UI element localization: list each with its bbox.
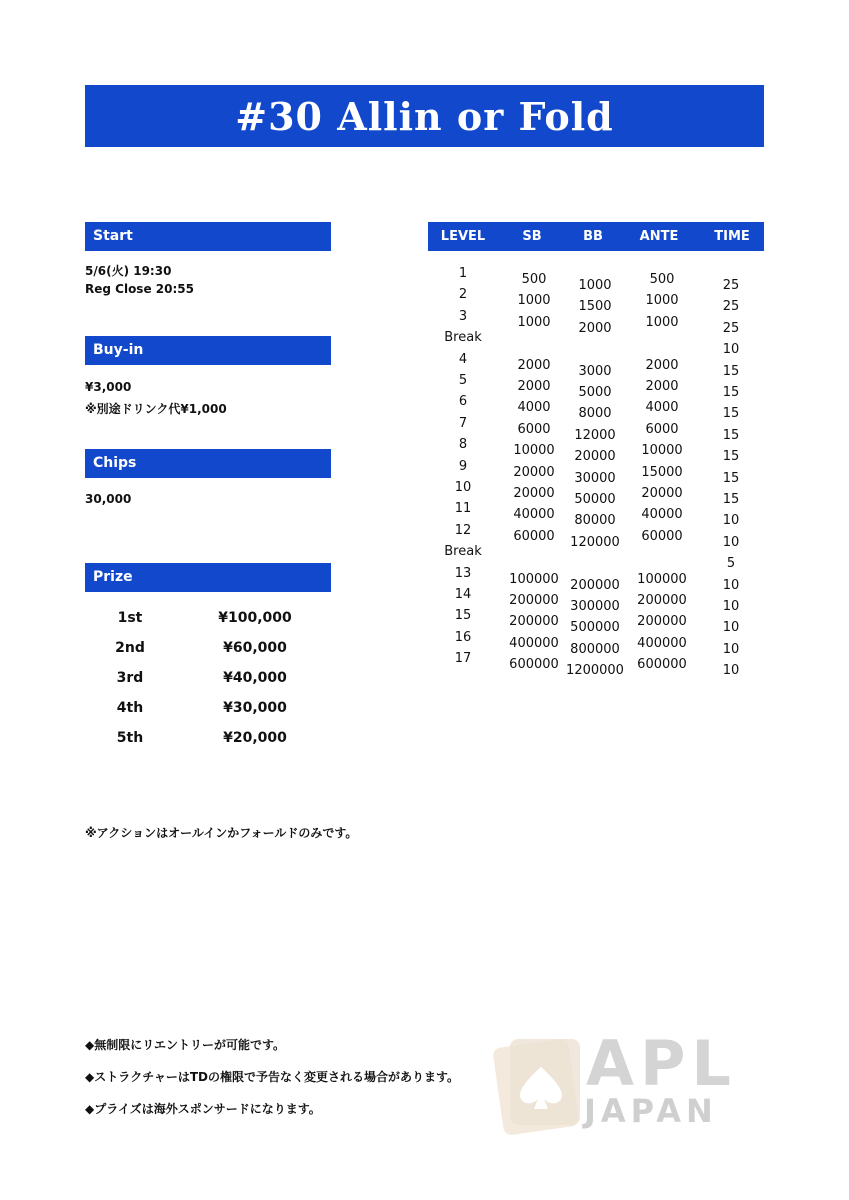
- cell-sb: 40000: [513, 507, 555, 523]
- cell-bb: 80000: [574, 513, 616, 529]
- cell-time: 25: [722, 299, 740, 315]
- logo-japan-text: JAPAN: [584, 1092, 718, 1130]
- cell-time: 15: [722, 492, 740, 507]
- cell-ante: 1000: [645, 314, 679, 330]
- cell-sb: 400000: [509, 635, 559, 651]
- note-reentry: ◆無制限にリエントリーが可能です。: [85, 1038, 286, 1052]
- logo-apl-text: APL: [586, 1027, 737, 1100]
- cell-ante: 1000: [645, 293, 679, 309]
- apl-japan-logo: [498, 1027, 748, 1135]
- cell-level: Break: [444, 544, 482, 560]
- cell-bb: 5000: [578, 385, 612, 400]
- cell-ante: 400000: [637, 635, 687, 651]
- header-time: TIME: [714, 229, 750, 244]
- cell-time: 15: [722, 427, 740, 443]
- prize-row: [100, 640, 300, 660]
- cell-bb: 300000: [570, 599, 620, 614]
- cell-level: 7: [458, 415, 468, 431]
- cell-bb: 500000: [570, 620, 620, 636]
- prize-amount: ¥40,000: [223, 670, 287, 686]
- cell-level: 10: [454, 480, 472, 495]
- cell-bb: 200000: [570, 577, 620, 593]
- cell-time: 15: [722, 449, 740, 465]
- buyin-header: Buy-in: [85, 336, 331, 365]
- prize-row: [100, 610, 300, 630]
- cell-ante: 60000: [641, 528, 683, 544]
- note-structure: ◆ストラクチャーはTDの権限で予告なく変更される場合があります。: [85, 1070, 460, 1084]
- cell-time: 10: [722, 534, 740, 550]
- cell-ante: 200000: [637, 614, 687, 630]
- cell-bb: 120000: [570, 534, 620, 550]
- prize-place: 4th: [116, 700, 144, 716]
- cell-sb: 6000: [517, 421, 551, 437]
- cell-bb: 30000: [574, 470, 616, 486]
- cell-time: 10: [722, 663, 740, 679]
- cell-level: 14: [454, 587, 472, 602]
- chips-value: 30,000: [85, 492, 132, 506]
- cell-time: 10: [722, 577, 740, 593]
- cell-bb: 20000: [574, 449, 616, 465]
- reg-close: Reg Close 20:55: [85, 282, 194, 296]
- cell-ante: 40000: [641, 507, 683, 523]
- cell-sb: 500: [521, 272, 547, 287]
- cell-time: 25: [722, 278, 740, 293]
- prize-amount: ¥100,000: [218, 610, 292, 626]
- cell-ante: 200000: [637, 593, 687, 608]
- prize-amount: ¥60,000: [223, 640, 287, 656]
- header-level: LEVEL: [440, 229, 486, 244]
- buyin-info: [85, 376, 227, 420]
- cell-bb: 800000: [570, 641, 620, 657]
- header-bb: BB: [583, 229, 603, 244]
- cell-time: 15: [722, 363, 740, 379]
- cell-level: 11: [454, 501, 472, 517]
- cell-level: 9: [458, 458, 468, 474]
- cell-bb: 3000: [578, 363, 612, 379]
- header-sb: SB: [522, 229, 542, 244]
- cell-time: 15: [722, 385, 740, 400]
- cell-sb: 20000: [513, 486, 555, 501]
- cell-ante: 500: [649, 272, 675, 287]
- cell-level: 12: [454, 522, 472, 538]
- prize-amount: ¥20,000: [223, 730, 287, 746]
- cell-level: 5: [458, 373, 468, 388]
- cell-sb: 200000: [509, 614, 559, 630]
- cell-ante: 6000: [645, 421, 679, 437]
- prize-row: [100, 700, 300, 720]
- cell-level: 16: [454, 629, 472, 645]
- start-datetime: 5/6(火) 19:30: [85, 264, 172, 278]
- prize-place: 2nd: [115, 640, 145, 656]
- cell-ante: 15000: [641, 464, 683, 480]
- cell-ante: 4000: [645, 400, 679, 416]
- prize-place: 3rd: [116, 670, 144, 686]
- cell-ante: 100000: [637, 571, 687, 587]
- cell-level: 13: [454, 565, 472, 581]
- cell-bb: 8000: [578, 406, 612, 422]
- cell-level: 15: [454, 608, 472, 624]
- cell-sb: 2000: [517, 357, 551, 373]
- cell-bb: 1000: [578, 278, 612, 293]
- cell-time: 10: [722, 641, 740, 657]
- cell-level: 8: [458, 437, 468, 453]
- action-note: ※アクションはオールインかフォールドのみです。: [85, 826, 358, 840]
- prize-header: Prize: [85, 563, 331, 592]
- cell-level: 3: [458, 308, 468, 324]
- cell-time: 5: [726, 556, 736, 572]
- prize-row: [100, 730, 300, 750]
- start-info: [85, 262, 194, 298]
- cell-time: 15: [722, 470, 740, 486]
- header-ante: ANTE: [639, 229, 679, 244]
- cell-sb: 10000: [513, 443, 555, 459]
- cell-time: 15: [722, 406, 740, 422]
- cell-time: 10: [722, 342, 740, 358]
- cell-ante: 2000: [645, 357, 679, 373]
- cell-level: 2: [458, 287, 468, 303]
- start-header: Start: [85, 222, 331, 251]
- cell-sb: 600000: [509, 657, 559, 673]
- cell-sb: 1000: [517, 293, 551, 309]
- page-title: #30 Allin or Fold: [85, 85, 764, 147]
- cell-ante: 10000: [641, 443, 683, 459]
- prize-place: 5th: [116, 730, 144, 746]
- prize-amount: ¥30,000: [223, 700, 287, 716]
- cell-sb: 4000: [517, 400, 551, 416]
- cell-ante: 20000: [641, 486, 683, 501]
- cell-ante: 2000: [645, 379, 679, 394]
- chips-header: Chips: [85, 449, 331, 478]
- cell-bb: 12000: [574, 427, 616, 443]
- cell-time: 10: [722, 513, 740, 529]
- cell-sb: 1000: [517, 314, 551, 330]
- cell-level: 1: [458, 266, 468, 281]
- cell-level: 4: [458, 351, 468, 367]
- cell-sb: 200000: [509, 593, 559, 608]
- drink-fee: ※別途ドリンク代¥1,000: [85, 402, 227, 416]
- cell-level: Break: [444, 330, 482, 346]
- cell-time: 25: [722, 320, 740, 336]
- cell-level: 6: [458, 394, 468, 410]
- cell-bb: 2000: [578, 320, 612, 336]
- buyin-price: ¥3,000: [85, 380, 132, 394]
- cell-level: 17: [454, 651, 472, 667]
- cell-time: 10: [722, 599, 740, 614]
- prize-place: 1st: [117, 610, 143, 626]
- note-prize: ◆プライズは海外スポンサードになります。: [85, 1102, 321, 1116]
- prize-row: [100, 670, 300, 690]
- spade-icon: [516, 1065, 566, 1111]
- cell-ante: 600000: [637, 657, 687, 673]
- cell-sb: 60000: [513, 528, 555, 544]
- cell-bb: 50000: [574, 492, 616, 507]
- cell-bb: 1500: [578, 299, 612, 315]
- cell-time: 10: [722, 620, 740, 636]
- cell-sb: 2000: [517, 379, 551, 394]
- cell-bb: 1200000: [566, 663, 624, 679]
- structure-header: [428, 222, 764, 251]
- cell-sb: 100000: [509, 571, 559, 587]
- cell-sb: 20000: [513, 464, 555, 480]
